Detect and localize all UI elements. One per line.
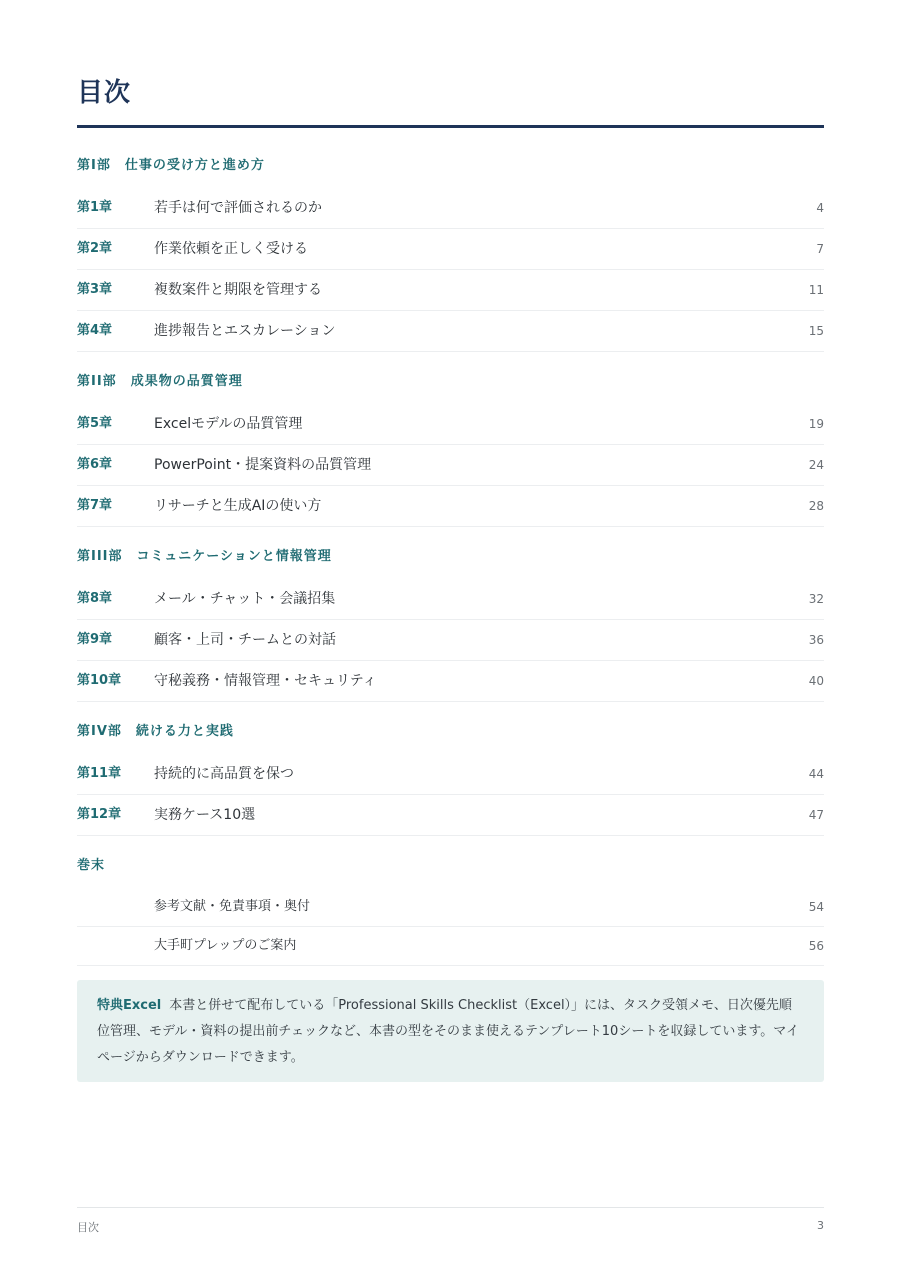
chapter-title: 進捗報告とエスカレーション [154, 323, 336, 339]
toc-entry[interactable] [77, 404, 824, 445]
chapter-number: 第10章 [77, 673, 122, 688]
chapter-number: 第7章 [77, 498, 113, 513]
footer-divider [77, 1207, 824, 1208]
toc-entry[interactable] [77, 486, 824, 527]
toc-entry[interactable] [77, 927, 824, 966]
part-number: 第III部 [77, 549, 123, 564]
chapter-title: 若手は何で評価されるのか [154, 200, 322, 216]
chapter-number: 第3章 [77, 282, 113, 297]
part-heading [77, 844, 824, 888]
part-number: 第II部 [77, 374, 117, 389]
chapter-number: 第6章 [77, 457, 113, 472]
table-of-contents [77, 144, 824, 966]
chapter-title: メール・チャット・会議招集 [154, 591, 336, 607]
chapter-number: 第2章 [77, 241, 113, 256]
part-heading [77, 710, 824, 754]
chapter-title: 実務ケース10選 [154, 807, 256, 823]
notice-label: 特典Excel [97, 998, 162, 1013]
part-number: 第IV部 [77, 724, 122, 739]
page-number: 32 [808, 592, 824, 606]
chapter-title: Excelモデルの品質管理 [154, 416, 303, 432]
chapter-title: 参考文献・免責事項・奥付 [154, 899, 311, 914]
chapter-title: 顧客・上司・チームとの対話 [154, 632, 336, 648]
chapter-title: 複数案件と期限を管理する [154, 282, 322, 298]
page-number: 4 [816, 201, 824, 215]
toc-entry[interactable] [77, 188, 824, 229]
notice-text: 本書と併せて配布している「Professional Skills Checklist（Excel）」には、タスク受領メモ、日次優先順位管理、モデル・資料の提出前チェックなど、本書の型をそのまま使えるテンプレート10シートを収録しています。マイページからダウンロードできます。 [97, 998, 800, 1065]
toc-entry[interactable] [77, 754, 824, 795]
part-heading [77, 360, 824, 404]
page-number: 36 [808, 633, 824, 647]
part-heading [77, 535, 824, 579]
toc-entry[interactable] [77, 661, 824, 702]
toc-entry[interactable] [77, 311, 824, 352]
chapter-number: 第11章 [77, 766, 122, 781]
footer-section-name: 目次 [77, 1221, 99, 1234]
toc-entry[interactable] [77, 620, 824, 661]
chapter-number: 第1章 [77, 200, 113, 215]
page-number: 47 [808, 808, 824, 822]
part-title: 続ける力と実践 [135, 724, 234, 739]
chapter-number: 第5章 [77, 416, 113, 431]
page-number: 56 [808, 939, 824, 953]
chapter-number: 第9章 [77, 632, 113, 647]
part-title: 成果物の品質管理 [130, 374, 243, 389]
page-number: 54 [808, 900, 824, 914]
toc-entry[interactable] [77, 445, 824, 486]
footer-page-number: 3 [817, 1219, 824, 1232]
page-number: 19 [808, 417, 824, 431]
toc-entry[interactable] [77, 888, 824, 927]
part-number: 巻末 [77, 858, 106, 873]
chapter-number: 第8章 [77, 591, 113, 606]
part-number: 第I部 [77, 158, 111, 173]
page-number: 11 [808, 283, 824, 297]
page-number: 15 [808, 324, 824, 338]
chapter-title: 守秘義務・情報管理・セキュリティ [154, 673, 377, 689]
page-number: 44 [808, 767, 824, 781]
toc-entry[interactable] [77, 795, 824, 836]
chapter-title: 持続的に高品質を保つ [154, 766, 294, 782]
title-divider [77, 125, 824, 128]
page-title: 目次 [77, 78, 132, 108]
chapter-number: 第4章 [77, 323, 113, 338]
part-title: コミュニケーションと情報管理 [136, 549, 332, 564]
page-number: 28 [808, 499, 824, 513]
part-heading [77, 144, 824, 188]
toc-entry[interactable] [77, 579, 824, 620]
bonus-excel-notice [77, 980, 824, 1082]
page-number: 24 [808, 458, 824, 472]
toc-entry[interactable] [77, 229, 824, 270]
chapter-title: PowerPoint・提案資料の品質管理 [154, 457, 372, 473]
chapter-title: リサーチと生成AIの使い方 [154, 498, 322, 514]
part-title: 仕事の受け方と進め方 [124, 158, 265, 173]
toc-entry[interactable] [77, 270, 824, 311]
chapter-number: 第12章 [77, 807, 122, 822]
chapter-title: 作業依頼を正しく受ける [154, 241, 308, 257]
page-number: 40 [808, 674, 824, 688]
chapter-title: 大手町プレップのご案内 [154, 938, 297, 953]
page-number: 7 [816, 242, 824, 256]
